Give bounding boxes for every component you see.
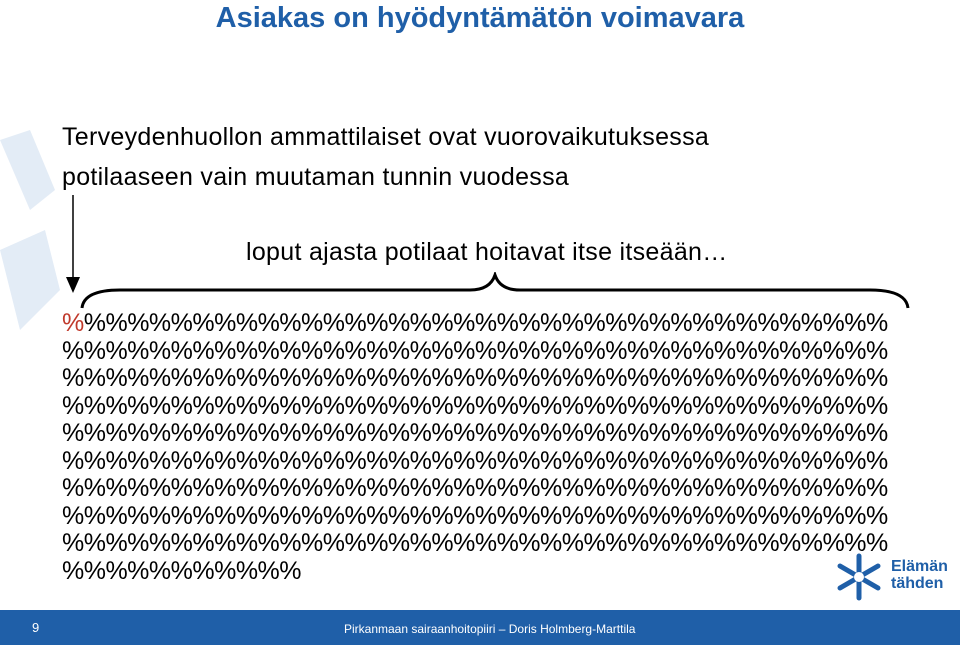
percent-first-char: %: [62, 309, 84, 337]
bullet-line-2: potilaaseen vain muutaman tunnin vuodessa: [62, 163, 570, 191]
logo-text-line-2: tähden: [891, 575, 944, 592]
elaman-tahden-logo: [833, 552, 948, 602]
bullet-line-1: Terveydenhuollon ammattilaiset ovat vuorovaikutuksessa: [62, 123, 710, 151]
sub-text: loput ajasta potilaat hoitavat itse itseään…: [246, 238, 728, 266]
bullet-text: [62, 117, 922, 197]
star-of-life-icon: [833, 552, 885, 602]
percent-signs: [62, 310, 902, 585]
page-number: 9: [32, 620, 40, 635]
watermark-shape: [0, 130, 60, 360]
footer-bar: [0, 610, 960, 645]
percent-rest: %%%%%%%%%%%%%%%%%%%%%%%%%%%%%%%%%%%%%%%%%%%%%%%%%%%%%%%%%%%%%%%%%%%%%%%%%%%%%%%%%%%%%%%%%%%%%%%%%%%%%%%%%%%%%%%%%%%%%%%%%%%%%%%%%%%%%%%%%%%%%%%%%%%%%%%%%%%%%%%%%%%%%%%%%%%%%%%%%%%%%%%%%%%%%%%%%%%%%%%%%%%%%%%%%%%%%%%%%%%%%%%%%%%%%%%%%%%%%%%%%%%%%%%%%%%%%%%%%%%%%%%%%%%%%%%%%%%%%%%%%%%%%%%%%%%%%%%%%%%%%%%%%%%%%%%%%%%%%%%%%%%%%%%%%%%%%%%%%%%%%%%%%%%%%%%%: [62, 309, 888, 585]
footer-text: Pirkanmaan sairaanhoitopiiri – Doris Holmberg-Marttila: [344, 622, 636, 636]
curly-brace-icon: [80, 272, 910, 312]
slide-title: Asiakas on hyödyntämätön voimavara: [215, 2, 745, 34]
logo-text: [891, 558, 948, 592]
logo-text-line-1: Elämän: [891, 558, 948, 575]
